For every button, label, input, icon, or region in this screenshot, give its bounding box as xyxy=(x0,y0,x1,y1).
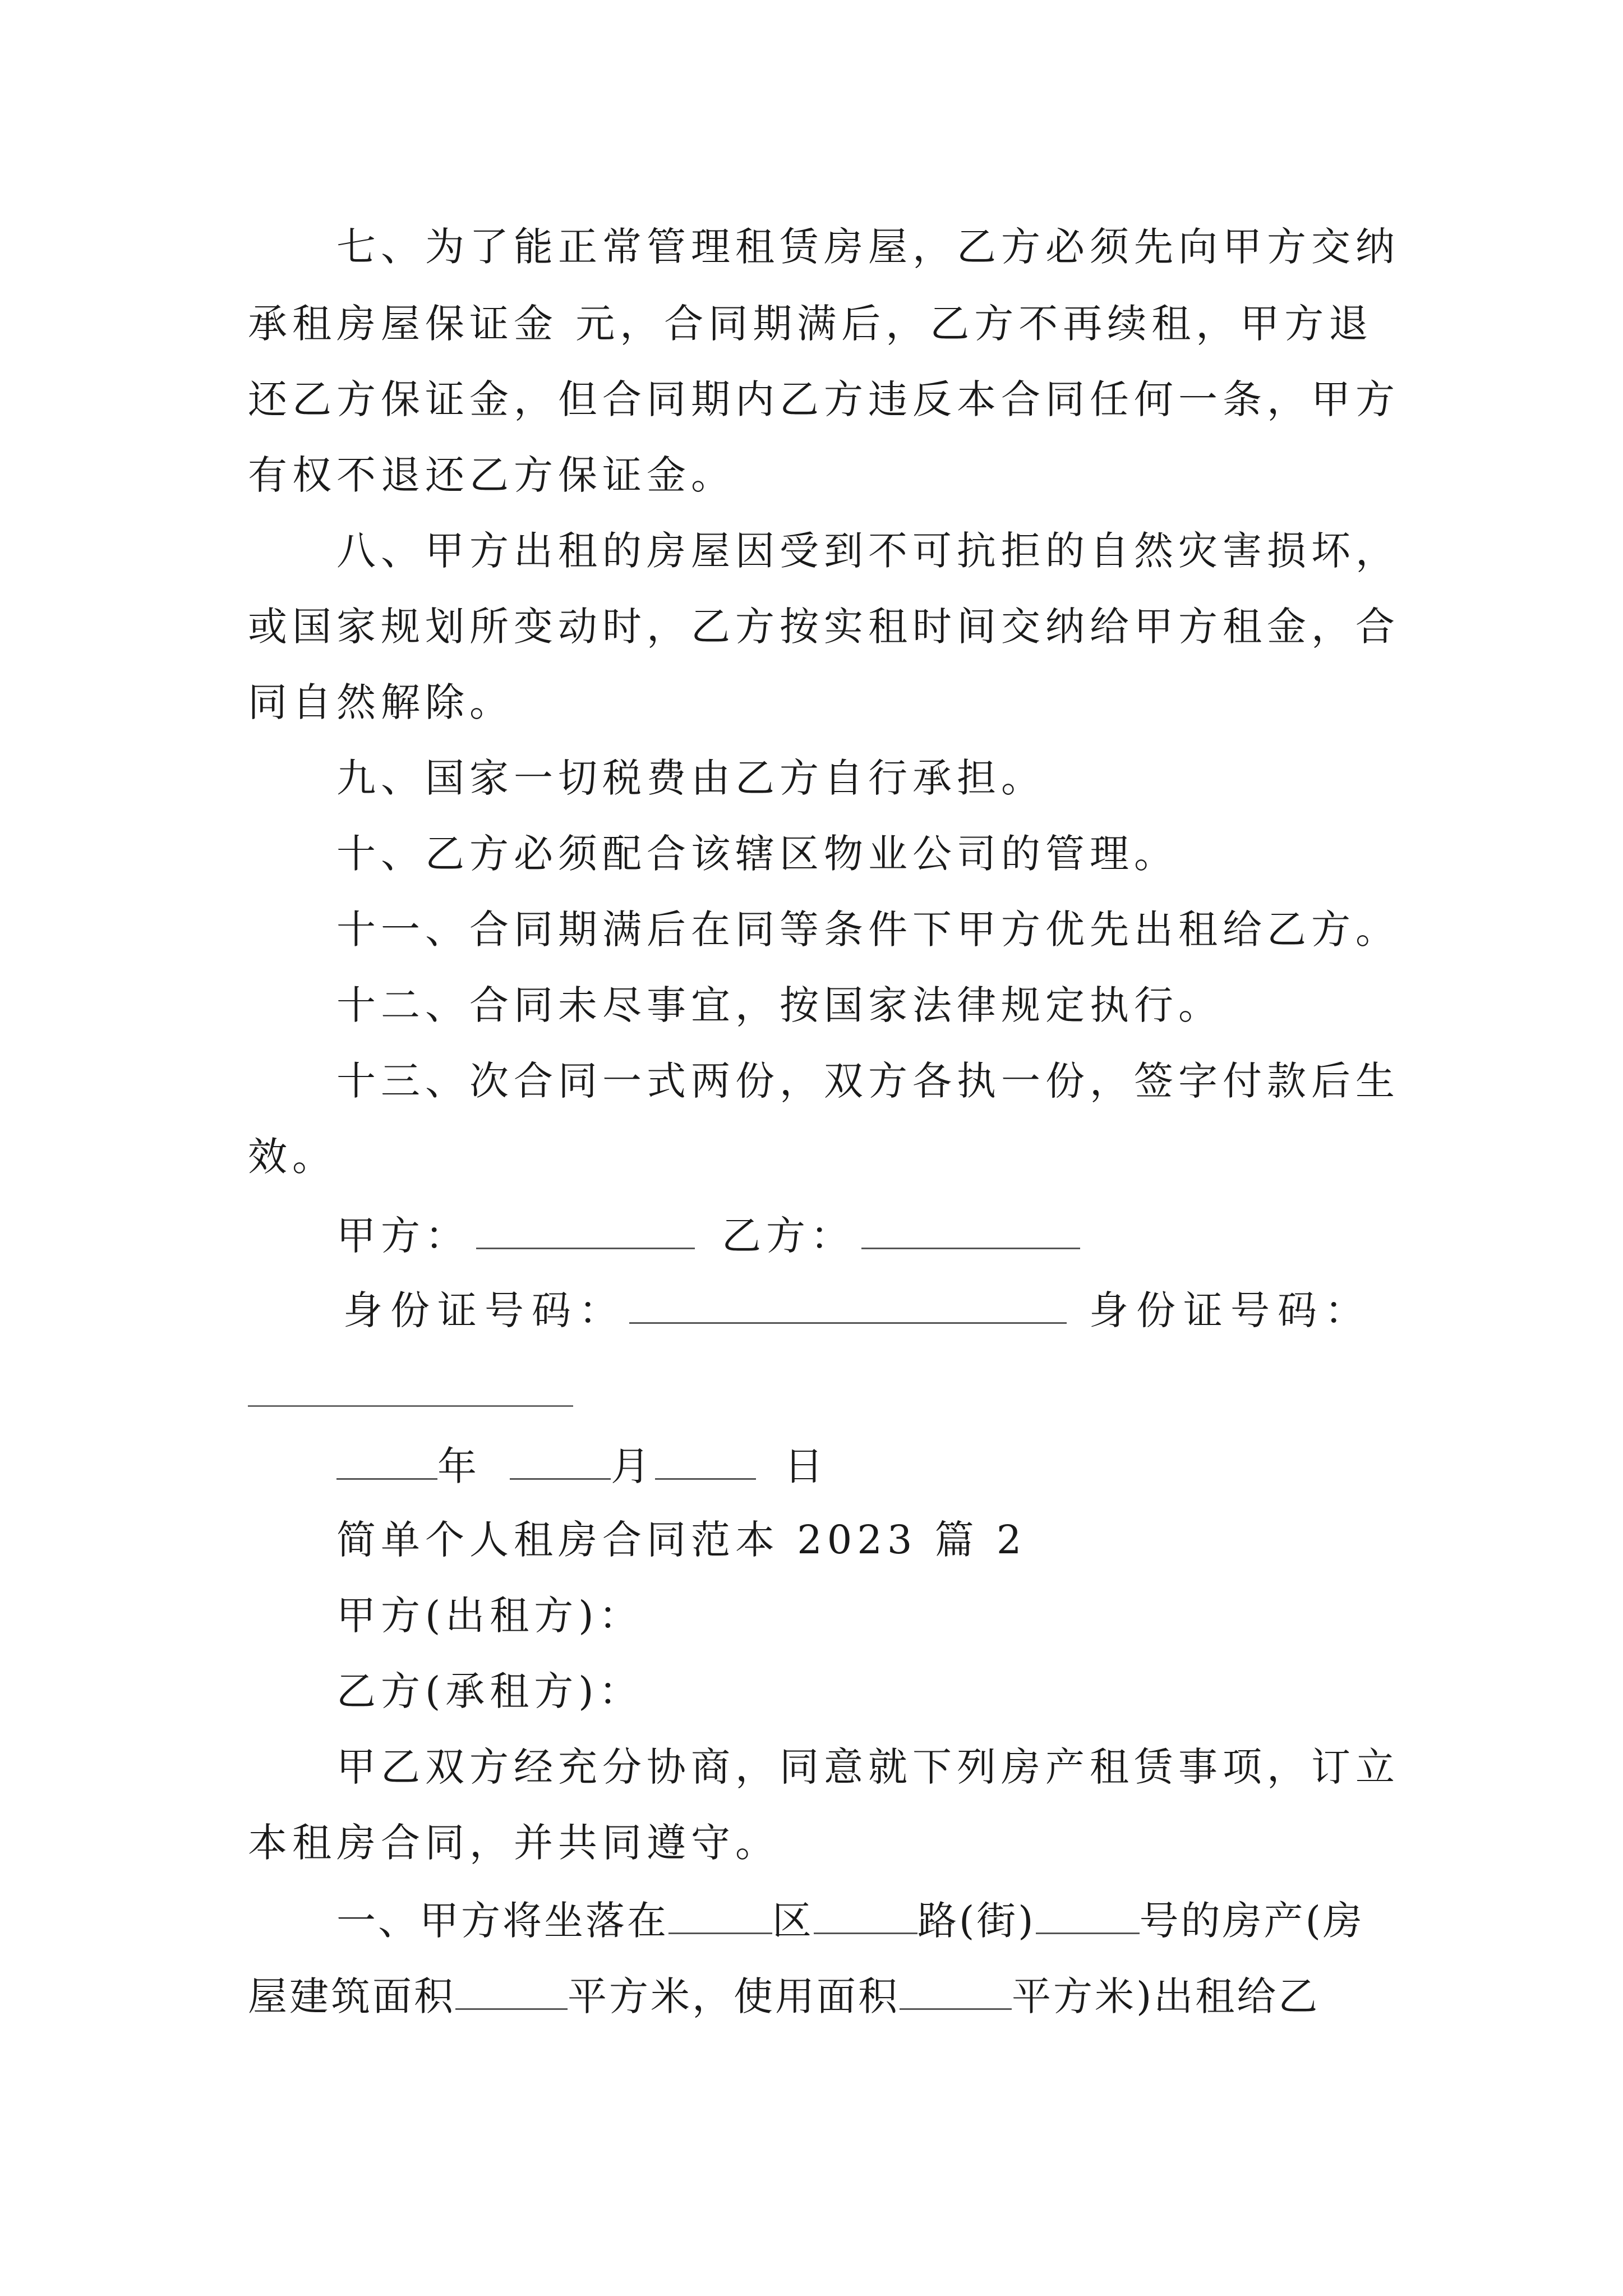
date-line xyxy=(336,1443,828,1489)
clause-8-line-3: 同自然解除。 xyxy=(248,679,514,725)
s2-c1-text-3: 路(街) xyxy=(917,1898,1036,1944)
clause-7-line-4: 有权不退还乙方保证金。 xyxy=(248,452,735,498)
lessee-label: 乙方(承租方)： xyxy=(336,1668,643,1714)
party-a-blank xyxy=(476,1214,695,1249)
party-b-blank xyxy=(861,1214,1080,1249)
section-2-heading: 简单个人租房合同范本 2023 篇 2 xyxy=(336,1517,1027,1563)
party-a-label: 甲方： xyxy=(336,1213,469,1259)
clause-10: 十、乙方必须配合该辖区物业公司的管理。 xyxy=(336,831,1178,877)
party-b-label: 乙方： xyxy=(722,1213,855,1259)
usable-area-blank xyxy=(900,1975,1012,2010)
id-number-line xyxy=(343,1287,1372,1333)
s2-c1-text-4: 号的房产(房 xyxy=(1139,1898,1364,1944)
number-blank xyxy=(1036,1899,1140,1934)
month-label: 月 xyxy=(611,1443,655,1489)
s2-c1-text-6: 平方米，使用面积 xyxy=(568,1973,900,2019)
s2-c1-text-2: 区 xyxy=(772,1898,814,1944)
s2-clause-1-line-2 xyxy=(248,1973,1320,2019)
month-blank xyxy=(510,1444,611,1480)
clause-9: 九、国家一切税费由乙方自行承担。 xyxy=(336,755,1045,801)
id-a-blank xyxy=(629,1289,1067,1324)
clause-12: 十二、合同未尽事宜，按国家法律规定执行。 xyxy=(336,982,1223,1028)
id-label-b: 身份证号码： xyxy=(1089,1287,1372,1333)
intro-line-1: 甲乙双方经充分协商，同意就下列房产租赁事项，订立 xyxy=(336,1744,1400,1790)
clause-13-line-1: 十三、次合同一式两份，双方各执一份，签字付款后生 xyxy=(336,1058,1400,1104)
clause-7-line-3: 还乙方保证金，但合同期内乙方违反本合同任何一条，甲方 xyxy=(248,376,1400,422)
clause-13-line-2: 效。 xyxy=(248,1134,336,1180)
clause-8-line-1: 八、甲方出租的房屋因受到不可抗拒的自然灾害损坏， xyxy=(336,528,1400,574)
day-blank xyxy=(655,1444,756,1480)
signature-parties-line xyxy=(336,1213,1080,1259)
year-label: 年 xyxy=(437,1443,482,1489)
intro-line-2: 本租房合同，并共同遵守。 xyxy=(248,1820,780,1866)
id-b-blank-rule xyxy=(248,1405,573,1407)
lessor-label: 甲方(出租方)： xyxy=(336,1593,643,1639)
road-blank xyxy=(814,1899,917,1934)
clause-8-line-2: 或国家规划所变动时，乙方按实租时间交纳给甲方租金，合 xyxy=(248,604,1400,650)
id-label-a: 身份证号码： xyxy=(343,1287,626,1333)
clause-7-line-1: 七、为了能正常管理租赁房屋，乙方必须先向甲方交纳 xyxy=(336,224,1400,270)
year-blank xyxy=(336,1444,437,1480)
s2-clause-1-line-1 xyxy=(336,1898,1364,1944)
building-area-blank xyxy=(455,1975,568,2010)
district-blank xyxy=(668,1899,772,1934)
day-label: 日 xyxy=(784,1443,828,1489)
clause-11: 十一、合同期满后在同等条件下甲方优先出租给乙方。 xyxy=(336,907,1400,953)
s2-c1-text-5: 屋建筑面积 xyxy=(248,1973,455,2019)
clause-7-line-2: 承租房屋保证金 元，合同期满后，乙方不再续租，甲方退 xyxy=(248,301,1373,347)
s2-c1-text-7: 平方米)出租给乙 xyxy=(1012,1973,1320,2019)
s2-c1-text-1: 一、甲方将坐落在 xyxy=(336,1898,668,1944)
